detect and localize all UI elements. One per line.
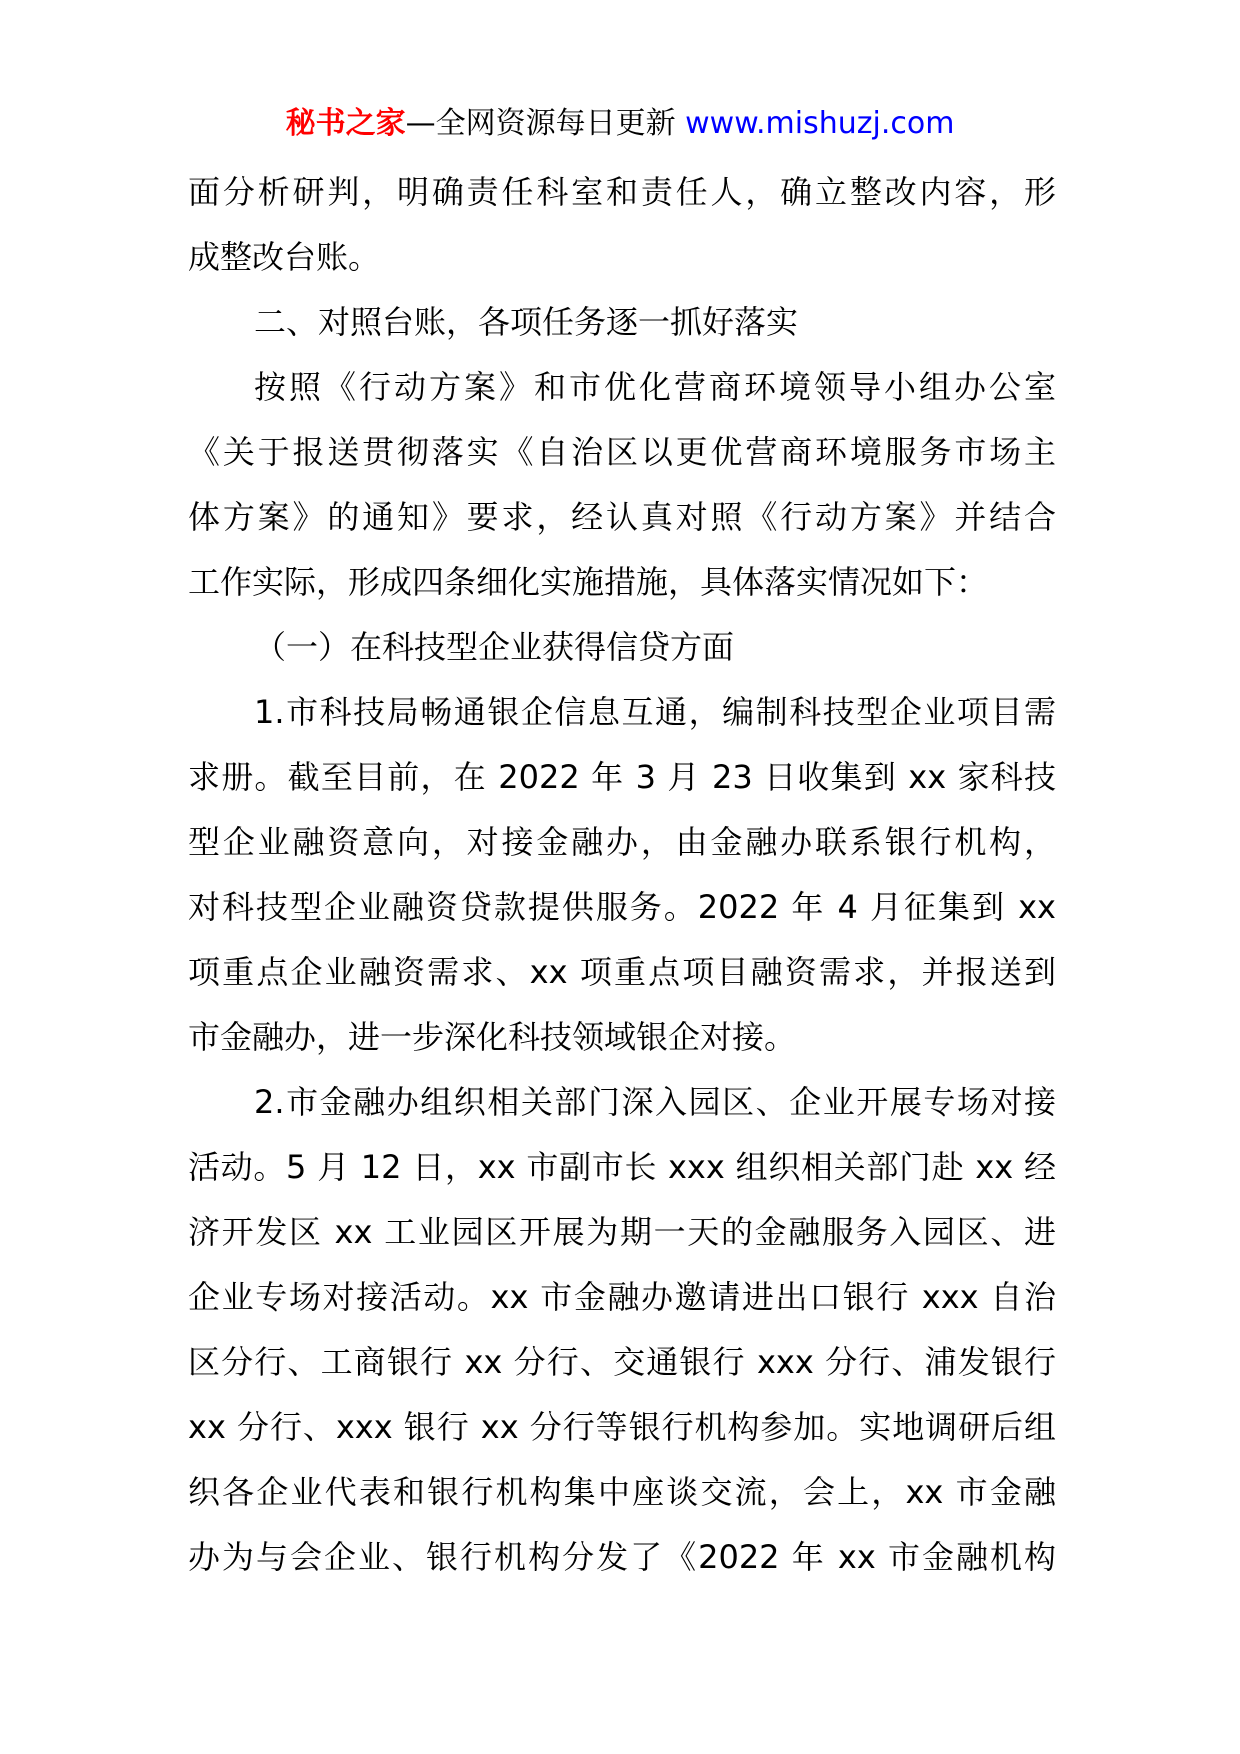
text-line: （一）在科技型企业获得信贷方面: [254, 628, 735, 666]
text-line: 成整改台账。: [188, 238, 381, 276]
text-line: 型企业融资意向，对接金融办，由金融办联系银行机构，: [188, 823, 1056, 861]
text-line: 市金融办，进一步深化科技领域银企对接。: [188, 1018, 797, 1056]
text-line: 2.市金融办组织相关部门深入园区、企业开展专场对接: [254, 1083, 1056, 1121]
text-line: 区分行、工商银行 xx 分行、交通银行 xxx 分行、浦发银行: [188, 1343, 1056, 1381]
text-line: 按照《行动方案》和市优化营商环境领导小组办公室: [254, 368, 1056, 406]
text-line: 企业专场对接活动。xx 市金融办邀请进出口银行 xxx 自治: [188, 1278, 1056, 1316]
text-line: 体方案》的通知》要求，经认真对照《行动方案》并结合: [188, 498, 1056, 536]
page-header: [0, 104, 1240, 144]
document-body: [188, 160, 1056, 1590]
text-line: 活动。5 月 12 日，xx 市副市长 xxx 组织相关部门赴 xx 经: [188, 1148, 1056, 1186]
text-line: 二、对照台账，各项任务逐一抓好落实: [254, 303, 799, 341]
text-line: 工作实际，形成四条细化实施措施，具体落实情况如下：: [188, 563, 989, 601]
website-link[interactable]: www.mishuzj.com: [685, 106, 955, 141]
text-line: 《关于报送贯彻落实《自治区以更优营商环境服务市场主: [188, 433, 1056, 471]
header-slogan: —全网资源每日更新: [405, 106, 676, 141]
text-line: xx 分行、xxx 银行 xx 分行等银行机构参加。实地调研后组: [188, 1408, 1056, 1446]
text-line: 织各企业代表和银行机构集中座谈交流，会上，xx 市金融: [188, 1473, 1056, 1511]
text-line: 项重点企业融资需求、xx 项重点项目融资需求，并报送到: [188, 953, 1056, 991]
text-line: 1.市科技局畅通银企信息互通，编制科技型企业项目需: [254, 693, 1056, 731]
text-line: 办为与会企业、银行机构分发了《2022 年 xx 市金融机构: [188, 1538, 1056, 1576]
text-line: 面分析研判，明确责任科室和责任人，确立整改内容，形: [188, 173, 1056, 211]
text-line: 对科技型企业融资贷款提供服务。2022 年 4 月征集到 xx: [188, 888, 1056, 926]
text-line: 济开发区 xx 工业园区开展为期一天的金融服务入园区、进: [188, 1213, 1056, 1251]
brand-name: 秘书之家: [285, 106, 406, 141]
text-line: 求册。截至目前，在 2022 年 3 月 23 日收集到 xx 家科技: [188, 758, 1056, 796]
